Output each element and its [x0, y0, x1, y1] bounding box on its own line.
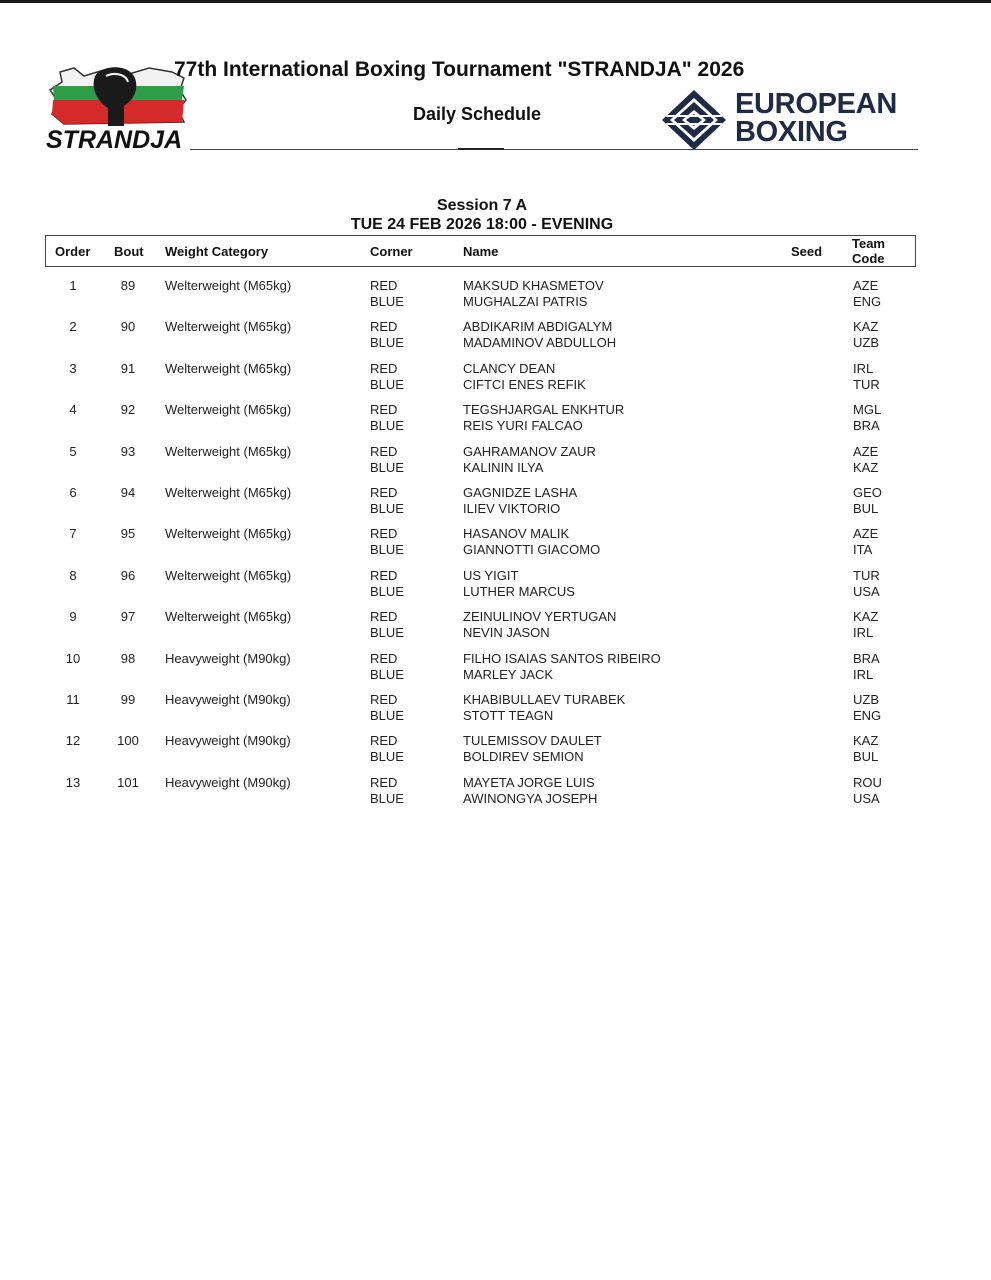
col-team-line-1: Team: [852, 236, 885, 251]
bout-order: 4: [69, 402, 77, 418]
bout-list: [0, 276, 991, 814]
blue-team-code: IRL: [853, 625, 874, 641]
session-date: TUE 24 FEB 2026 18:00 - EVENING: [350, 216, 614, 233]
col-team-code: [852, 236, 885, 266]
blue-boxer-name: REIS YURI FALCAO: [463, 418, 583, 434]
table-row: [0, 442, 991, 483]
table-row: [0, 649, 991, 690]
table-row: [0, 276, 991, 317]
red-boxer-name: FILHO ISAIAS SANTOS RIBEIRO: [463, 650, 661, 666]
red-corner-label: RED: [370, 609, 398, 625]
bout-order: 3: [69, 360, 77, 376]
european-boxing-text: [735, 90, 897, 146]
bout-number: 89: [120, 278, 136, 293]
red-boxer-name: TEGSHJARGAL ENKHTUR: [463, 402, 625, 418]
blue-corner-label: BLUE: [370, 459, 404, 475]
weight-category: Welterweight (M65kg): [165, 484, 292, 500]
table-row: [0, 483, 991, 524]
table-row: [0, 524, 991, 565]
red-corner-label: RED: [370, 484, 398, 500]
red-corner-label: RED: [370, 278, 398, 293]
col-team-line-2: Code: [852, 251, 885, 266]
header-divider-accent: [458, 148, 504, 150]
red-team-code: IRL: [853, 360, 874, 376]
red-corner-label: RED: [370, 650, 398, 666]
top-edge-bar: [0, 0, 991, 3]
bout-number: 98: [120, 650, 136, 666]
red-corner-label: RED: [370, 402, 398, 418]
blue-boxer-name: NEVIN JASON: [463, 625, 550, 641]
blue-team-code: BUL: [853, 749, 879, 765]
blue-corner-label: BLUE: [370, 294, 404, 309]
bout-number: 97: [120, 609, 136, 625]
weight-category: Welterweight (M65kg): [165, 319, 292, 335]
red-boxer-name: CLANCY DEAN: [463, 360, 556, 376]
eb-line-2: BOXING: [735, 116, 848, 148]
blue-boxer-name: STOTT TEAGN: [463, 707, 554, 723]
bout-order: 9: [69, 609, 77, 625]
blue-boxer-name: LUTHER MARCUS: [463, 583, 575, 599]
blue-boxer-name: AWINONGYA JOSEPH: [463, 790, 598, 806]
bout-order: 2: [69, 319, 77, 335]
red-team-code: ROU: [853, 774, 882, 790]
col-order: Order: [55, 244, 91, 259]
bout-order: 7: [69, 526, 77, 542]
col-corner: Corner: [370, 244, 413, 259]
bout-order: 13: [65, 774, 81, 790]
bout-order: 10: [65, 650, 81, 666]
red-corner-label: RED: [370, 567, 398, 583]
red-boxer-name: GAGNIDZE LASHA: [463, 484, 578, 500]
red-boxer-name: MAYETA JORGE LUIS: [463, 774, 595, 790]
weight-category: Welterweight (M65kg): [165, 443, 292, 459]
red-boxer-name: GAHRAMANOV ZAUR: [463, 443, 596, 459]
col-name: Name: [463, 244, 499, 259]
blue-team-code: KAZ: [853, 459, 879, 475]
blue-corner-label: BLUE: [370, 500, 404, 516]
bout-number: 92: [120, 402, 136, 418]
red-team-code: KAZ: [853, 319, 879, 335]
red-team-code: BRA: [853, 650, 880, 666]
blue-boxer-name: MARLEY JACK: [463, 666, 554, 682]
bout-order: 5: [69, 443, 77, 459]
bout-order: 6: [69, 484, 77, 500]
bout-number: 101: [117, 774, 139, 790]
strandja-logo: [44, 64, 190, 152]
blue-corner-label: BLUE: [370, 625, 404, 641]
blue-team-code: ITA: [853, 542, 873, 558]
red-team-code: AZE: [853, 278, 879, 293]
weight-category: Welterweight (M65kg): [165, 278, 292, 293]
blue-team-code: BUL: [853, 500, 879, 516]
bout-number: 91: [120, 360, 136, 376]
red-corner-label: RED: [370, 319, 398, 335]
blue-team-code: USA: [853, 790, 880, 806]
blue-team-code: TUR: [853, 376, 880, 392]
bout-order: 8: [69, 567, 77, 583]
page-subtitle: Daily Schedule: [413, 104, 542, 124]
red-team-code: KAZ: [853, 609, 879, 625]
red-corner-label: RED: [370, 360, 398, 376]
european-boxing-logo: [660, 88, 920, 152]
weight-category: Heavyweight (M90kg): [165, 774, 291, 790]
table-row: [0, 359, 991, 400]
table-row: [0, 690, 991, 731]
blue-boxer-name: CIFTCI ENES REFIK: [463, 376, 586, 392]
red-boxer-name: US YIGIT: [463, 567, 519, 583]
blue-team-code: IRL: [853, 666, 874, 682]
blue-team-code: UZB: [853, 335, 879, 351]
bout-number: 90: [120, 319, 136, 335]
blue-corner-label: BLUE: [370, 418, 404, 434]
red-boxer-name: MAKSUD KHASMETOV: [463, 278, 604, 293]
red-boxer-name: ZEINULINOV YERTUGAN: [463, 609, 617, 625]
red-team-code: TUR: [853, 567, 880, 583]
red-team-code: MGL: [853, 402, 882, 418]
weight-category: Heavyweight (M90kg): [165, 733, 291, 749]
bout-number: 99: [120, 691, 136, 707]
weight-category: Heavyweight (M90kg): [165, 691, 291, 707]
table-header: [45, 235, 916, 267]
bout-order: 12: [65, 733, 81, 749]
blue-team-code: ENG: [853, 707, 882, 723]
table-row: [0, 317, 991, 358]
blue-corner-label: BLUE: [370, 707, 404, 723]
red-corner-label: RED: [370, 774, 398, 790]
red-boxer-name: TULEMISSOV DAULET: [463, 733, 602, 749]
red-corner-label: RED: [370, 733, 398, 749]
col-seed: Seed: [791, 244, 823, 259]
blue-boxer-name: MADAMINOV ABDULLOH: [463, 335, 617, 351]
weight-category: Heavyweight (M90kg): [165, 650, 291, 666]
blue-team-code: USA: [853, 583, 880, 599]
red-corner-label: RED: [370, 526, 398, 542]
col-weight-category: Weight Category: [165, 244, 269, 259]
red-team-code: KAZ: [853, 733, 879, 749]
table-row: [0, 566, 991, 607]
red-boxer-name: KHABIBULLAEV TURABEK: [463, 691, 626, 707]
boxing-ring-icon: [660, 88, 732, 152]
red-corner-label: RED: [370, 443, 398, 459]
bout-number: 96: [120, 567, 136, 583]
session-title: Session 7 A: [436, 197, 528, 214]
blue-boxer-name: BOLDIREV SEMION: [463, 749, 584, 765]
blue-corner-label: BLUE: [370, 335, 404, 351]
red-boxer-name: ABDIKARIM ABDIGALYM: [463, 319, 613, 335]
bout-order: 1: [69, 278, 77, 293]
eb-line-1: EUROPEAN: [735, 88, 897, 120]
table-row: [0, 773, 991, 814]
bout-order: 11: [66, 691, 80, 707]
weight-category: Welterweight (M65kg): [165, 609, 292, 625]
red-team-code: AZE: [853, 443, 879, 459]
blue-boxer-name: KALININ ILYA: [463, 459, 544, 475]
weight-category: Welterweight (M65kg): [165, 526, 292, 542]
bout-number: 94: [120, 484, 136, 500]
blue-boxer-name: MUGHALZAI PATRIS: [463, 294, 588, 309]
bout-number: 100: [117, 733, 139, 749]
table-row: [0, 607, 991, 648]
page-title: 77th International Boxing Tournament "STRANDJA" 2026: [174, 58, 745, 81]
blue-team-code: BRA: [853, 418, 880, 434]
red-corner-label: RED: [370, 691, 398, 707]
red-team-code: UZB: [853, 691, 879, 707]
blue-corner-label: BLUE: [370, 790, 404, 806]
weight-category: Welterweight (M65kg): [165, 360, 292, 376]
blue-boxer-name: ILIEV VIKTORIO: [463, 500, 561, 516]
strandja-logo-text: STRANDJA: [46, 126, 183, 152]
bout-number: 93: [120, 443, 136, 459]
col-bout: Bout: [114, 244, 144, 259]
blue-corner-label: BLUE: [370, 542, 404, 558]
blue-team-code: ENG: [853, 294, 882, 309]
blue-corner-label: BLUE: [370, 583, 404, 599]
weight-category: Welterweight (M65kg): [165, 567, 292, 583]
blue-corner-label: BLUE: [370, 376, 404, 392]
red-boxer-name: HASANOV MALIK: [463, 526, 570, 542]
table-row: [0, 731, 991, 772]
red-team-code: AZE: [853, 526, 879, 542]
bout-number: 95: [120, 526, 136, 542]
header-divider: [190, 149, 918, 150]
blue-corner-label: BLUE: [370, 666, 404, 682]
blue-corner-label: BLUE: [370, 749, 404, 765]
red-team-code: GEO: [853, 484, 882, 500]
blue-boxer-name: GIANNOTTI GIACOMO: [463, 542, 601, 558]
table-row: [0, 400, 991, 441]
weight-category: Welterweight (M65kg): [165, 402, 292, 418]
